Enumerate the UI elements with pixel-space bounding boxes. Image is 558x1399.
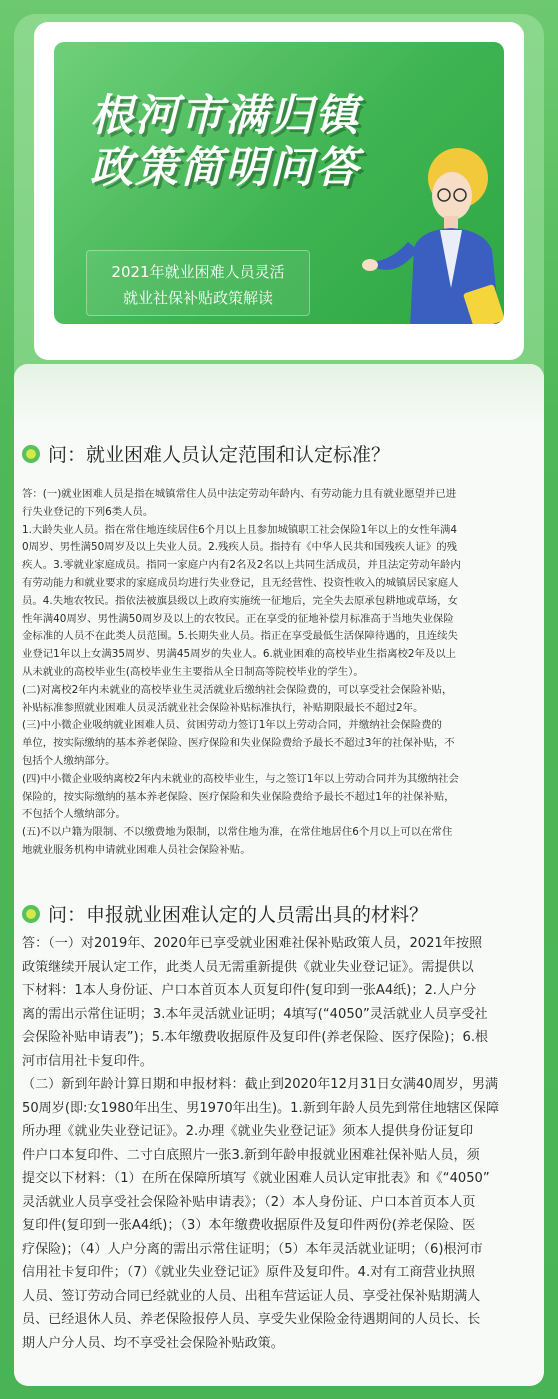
subtitle-line-1: 2021年就业困难人员灵活 xyxy=(111,263,285,281)
answer-2-line: 答：（一）对2019年、2020年已享受就业困难社保补贴政策人员，2021年按照 xyxy=(22,936,483,951)
answer-2-line: 员、已经退休人员、养老保险报停人员、享受失业保险金待遇期间的人员长、长 xyxy=(22,1312,481,1327)
answer-2-line: 所办理《就业失业登记证》。2.办理《就业失业登记证》须本人提供身份证复印 xyxy=(22,1124,474,1139)
answer-2-line: 会保险补贴申请表”)；5.本年缴费收据原件及复印件(养老保险、医疗保险)；6.根 xyxy=(22,1030,489,1045)
answer-2-line: 件户口本复印件、二寸白底照片一张3.新到年龄申报就业困难社保补贴人员，须 xyxy=(22,1147,480,1163)
question-2-heading xyxy=(22,900,428,927)
answer-2-line: 复印件(复印到一张A4纸)；（3）本年缴费收据原件及复印件两份(养老保险、医 xyxy=(22,1218,476,1233)
answer-2-line: 下材料：1本人身份证、户口本首页本人页复印件(复印到一张A4纸)；2.人户分 xyxy=(22,983,477,998)
title-line-2: 政策简明问答 xyxy=(90,143,360,193)
answer-2 xyxy=(22,932,534,1355)
answer-1-line: 性年满40周岁、男性满50周岁及以上的农牧民。正在享受的征地补偿月标准高于当地失业保险 xyxy=(22,612,454,625)
answer-2-line: 灵活就业人员享受社会保险补贴申请表》；（2）本人身份证、户口本首页本人页 xyxy=(22,1194,476,1210)
answer-2-line: 50周岁(即:女1980年出生、男1970年出生)。1.新到年龄人员先到常住地辖区保障 xyxy=(22,1100,500,1116)
answer-1-line: (三)中小微企业吸纳就业困难人员、贫困劳动力签订1年以上劳动合同，并缴纳社会保险费的 xyxy=(22,719,442,732)
subtitle-box xyxy=(86,250,310,316)
answer-1-line: 疾人。3.零就业家庭成员。指同一家庭户内有2名及2名以上共同生活成员，并且法定劳动年龄内 xyxy=(22,559,461,572)
answer-1-line: 包括个人缴纳部分。 xyxy=(22,754,116,767)
answer-1-line: 金标准的人员不在此类人员范围。5.长期失业人员。指正在享受最低生活保障待遇的，且连续失 xyxy=(22,630,458,643)
answer-1-line: 从未就业的高校毕业生(高校毕业生主要指从全日制高等院校毕业的学生）。 xyxy=(22,665,364,678)
answer-1-line: 1.大龄失业人员。指在常住地连续居住6个月以上且参加城镇职工社会保险1年以上的女性年满4 xyxy=(22,523,457,536)
title-line-1: 根河市满归镇 xyxy=(90,91,360,141)
answer-1-line: 有劳动能力和就业要求的家庭成员均进行失业登记，且无经营性、投资性收入的城镇居民家庭人 xyxy=(22,576,459,589)
answer-1-line: 补贴标准参照就业困难人员灵活就业社会保险补贴标准执行，补贴期限最长不超过2年。 xyxy=(22,701,424,714)
question-2-text: 问：申报就业困难认定的人员需出具的材料？ xyxy=(48,904,429,926)
answer-2-line: 疗保险)；（4）人户分离的需出示常住证明；（5）本年灵活就业证明；（6)根河市 xyxy=(22,1241,483,1257)
title-banner xyxy=(54,42,504,324)
answer-2-line: 河市信用社卡复印件。 xyxy=(22,1053,153,1069)
subtitle-line-2: 就业社保补贴政策解读 xyxy=(122,289,273,307)
bullet-dot-icon xyxy=(22,445,40,463)
answer-1-line: 不包括个人缴纳部分。 xyxy=(22,808,126,821)
answer-2-line: 提交以下材料：（1）在所在保障所填写《就业困难人员认定审批表》和《“4050” xyxy=(22,1171,490,1186)
answer-1-line: 行失业登记的下列6类人员。 xyxy=(22,505,154,518)
answer-2-line: 离的需出示常住证明；3.本年灵活就业证明；4填写(“4050”灵活就业人员享受社 xyxy=(22,1006,488,1022)
answer-1-line: 员。4.失地农牧民。指依法被旗县级以上政府实施统一征地后，完全失去原承包耕地或草场，女 xyxy=(22,594,458,607)
question-1-heading xyxy=(22,440,390,467)
answer-1-line: 答：(一)就业困难人员是指在城镇常住人员中法定劳动年龄内、有劳动能力且有就业愿望并已进 xyxy=(22,488,457,500)
answer-1-line: 保险的，按实际缴纳的基本养老保险、医疗保险和失业保险费给予最长不超过1年的社保补贴， xyxy=(22,790,455,803)
answer-1-line: 单位，按实际缴纳的基本养老保险、医疗保险和失业保险费给予最长不超过3年的社保补贴，不 xyxy=(22,737,455,750)
question-1-text: 问：就业困难人员认定范围和认定标准？ xyxy=(48,444,391,466)
answer-2-line: 信用社卡复印件；（7）《就业失业登记证》原件及复印件。4.对有工商营业执照 xyxy=(22,1265,475,1280)
answer-2-line: 人员、签订劳动合同已经就业的人员、出租车营运证人员、享受社保补贴期满人 xyxy=(22,1288,481,1304)
answer-1-line: (二)对离校2年内未就业的高校毕业生灵活就业后缴纳社会保险费的，可以享受社会保险补贴， xyxy=(22,683,453,696)
bullet-dot-icon xyxy=(22,905,40,923)
presenter-illustration xyxy=(340,138,504,324)
answer-2-line: 期人户分人员、均不享受社会保险补贴政策。 xyxy=(22,1335,284,1351)
answer-1 xyxy=(22,486,534,860)
answer-1-line: 地就业服务机构申请就业困难人员社会保险补贴。 xyxy=(22,843,251,856)
answer-1-line: 0周岁、男性满50周岁及以上失业人员。2.残疾人员。指持有《中华人民共和国残疾人证》的残 xyxy=(22,541,457,554)
answer-1-line: (五)不以户籍为限制、不以缴费地为限制，以常住地为准，在常住地居住6个月以上可以在常住 xyxy=(22,826,453,839)
answer-1-line: (四)中小微企业吸纳离校2年内未就业的高校毕业生，与之签订1年以上劳动合同并为其缴纳社会 xyxy=(22,772,459,785)
answer-2-line: （二）新到年龄计算日期和申报材料：截止到2020年12月31日女满40周岁，男满 xyxy=(22,1077,499,1092)
answer-2-line: 政策继续开展认定工作，此类人员无需重新提供《就业失业登记证》。需提供以 xyxy=(22,959,474,975)
answer-1-line: 业登记1年以上女满35周岁、男满45周岁的失业人。6.就业困难的高校毕业生指离校2年及以上 xyxy=(22,648,457,661)
